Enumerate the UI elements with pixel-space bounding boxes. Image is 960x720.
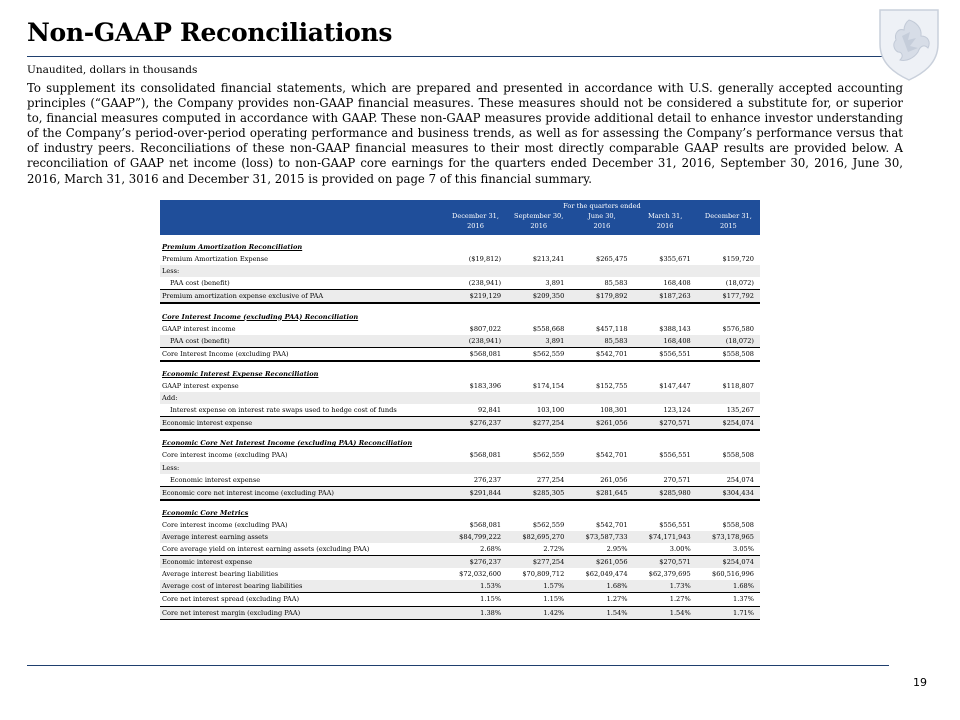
spacer-cell: [160, 361, 760, 368]
value-cell: $562,559: [507, 347, 570, 361]
section-header-row: [160, 241, 760, 253]
value-cell: 270,571: [634, 474, 697, 487]
table-row: [160, 380, 760, 392]
value-cell: $558,508: [722, 451, 754, 460]
column-header: [507, 211, 570, 235]
table-row: [160, 531, 760, 543]
spacer-cell: [160, 500, 760, 507]
row-label: Core net interest margin (excluding PAA): [160, 606, 444, 619]
row-label: Economic interest expense: [160, 556, 444, 569]
value-cell: $562,559: [532, 520, 565, 529]
value-cell: $219,129: [444, 290, 507, 304]
table-row: [160, 462, 760, 474]
value-cell: $74,171,943: [634, 531, 697, 543]
value-cell: 1.57%: [507, 580, 570, 593]
value-cell: 3,891: [507, 277, 570, 290]
value-cell: 277,254: [507, 474, 570, 487]
value-cell: 92,841: [444, 404, 507, 417]
value-cell: $84,799,222: [444, 531, 507, 543]
total-row: [160, 486, 760, 500]
row-label: Add:: [160, 392, 444, 404]
row-label: Interest expense on interest rate swaps used to hedge cost of funds: [160, 404, 444, 417]
row-label: PAA cost (benefit): [160, 335, 444, 348]
value-cell: 254,074: [697, 474, 760, 487]
value-cell: 123,124: [634, 404, 697, 417]
row-label: Economic interest expense: [160, 417, 444, 431]
value-cell: [444, 265, 507, 277]
value-cell: 2.72%: [507, 543, 570, 556]
section-title: Economic Core Net Interest Income (excluding PAA) Reconciliation: [162, 439, 413, 448]
value-cell: [570, 462, 633, 474]
title-divider: [27, 56, 883, 57]
row-label: Average cost of interest bearing liabilities: [160, 580, 444, 593]
value-cell: 1.71%: [697, 606, 760, 619]
table-row: [160, 606, 760, 619]
value-cell: $277,254: [507, 417, 570, 431]
value-cell: 1.27%: [634, 593, 697, 606]
value-cell: $576,580: [722, 324, 754, 333]
intro-paragraph: To supplement its consolidated financial statements, which are prepared and presented in accordance with U.S. generally accepted accounting principles (“GAAP”), the Company provides non-GAAP financial measures. These measures should not be considered a substitute for, or superior to, financial measures computed in accordance with GAAP. These non-GAAP measures provide additional detail to enhance investor understanding of the Company’s period-over-period operating performance and business trends, as well as for assessing the Company’s performance versus that of industry peers. Reconciliations of these non-GAAP financial measures to their most directly comparable GAAP results are provided below. A reconciliation of GAAP net income (loss) to non-GAAP core earnings for the quarters ended December 31, 2016, September 30, 2016, June 30, 2016, March 31, 3016 and December 31, 2015 is provided on page 7 of this financial summary.: [27, 81, 903, 186]
value-cell: $213,241: [532, 255, 565, 264]
header-group-label: For the quarters ended: [444, 200, 760, 211]
value-cell: $285,305: [507, 486, 570, 500]
row-label: Core interest income (excluding PAA): [162, 520, 288, 529]
spacer-row: [160, 361, 760, 368]
value-cell: $174,154: [532, 381, 565, 390]
value-cell: 261,056: [570, 474, 633, 487]
value-cell: [634, 392, 697, 404]
value-cell: 3,891: [507, 335, 570, 348]
value-cell: $183,396: [469, 381, 502, 390]
value-cell: 276,237: [444, 474, 507, 487]
value-cell: $568,081: [469, 520, 502, 529]
value-cell: ($19,812): [468, 255, 502, 264]
value-cell: 103,100: [507, 404, 570, 417]
value-cell: $118,807: [722, 381, 754, 390]
value-cell: $556,551: [659, 451, 691, 460]
value-cell: $72,032,600: [459, 570, 502, 579]
spacer-row: [160, 430, 760, 437]
value-cell: 168,408: [634, 335, 697, 348]
row-label: Less:: [160, 462, 444, 474]
value-cell: $152,755: [596, 381, 628, 390]
table-row: [160, 253, 760, 265]
total-row: [160, 290, 760, 304]
value-cell: 85,583: [570, 277, 633, 290]
value-cell: 1.42%: [507, 606, 570, 619]
column-header-year: 2016: [467, 222, 484, 230]
row-label: Average interest earning assets: [160, 531, 444, 543]
value-cell: $558,668: [532, 324, 565, 333]
table-row: [160, 335, 760, 348]
value-cell: 3.05%: [697, 543, 760, 556]
value-cell: 1.53%: [444, 580, 507, 593]
value-cell: $62,379,695: [648, 570, 691, 579]
column-header-year: 2016: [530, 222, 548, 230]
spacer-row: [160, 500, 760, 507]
table-row: [160, 474, 760, 487]
table-row: [160, 556, 760, 569]
value-cell: (18,072): [697, 335, 760, 348]
value-cell: $261,056: [570, 417, 633, 431]
table-row: [160, 519, 760, 531]
value-cell: $261,056: [570, 556, 633, 569]
column-header: [697, 211, 760, 235]
column-header-year: 2015: [719, 222, 737, 230]
column-header-period: December 31,: [452, 212, 499, 220]
value-cell: $82,695,270: [507, 531, 570, 543]
section-header-row: [160, 368, 760, 380]
spacer-cell: [160, 430, 760, 437]
value-cell: 135,267: [697, 404, 760, 417]
column-header-period: December 31,: [704, 212, 752, 220]
value-cell: (238,941): [444, 277, 507, 290]
value-cell: 168,408: [634, 277, 697, 290]
column-header-period: September 30,: [514, 212, 564, 220]
header-label-blank: [160, 211, 444, 235]
value-cell: [444, 462, 507, 474]
value-cell: [570, 265, 633, 277]
table-row: [160, 449, 760, 461]
footer-divider: [27, 665, 889, 666]
spacer-cell: [160, 303, 760, 310]
column-header-year: 2016: [593, 222, 611, 230]
units-note: Unaudited, dollars in thousands: [27, 64, 198, 76]
column-header-year: 2016: [656, 222, 674, 230]
value-cell: $291,844: [444, 486, 507, 500]
total-row: [160, 347, 760, 361]
value-cell: $73,587,733: [570, 531, 633, 543]
value-cell: $254,074: [697, 417, 760, 431]
table-row: [160, 543, 760, 556]
value-cell: $457,118: [596, 324, 628, 333]
table-header: [160, 200, 760, 235]
section-title: Economic Core Metrics: [162, 508, 249, 517]
row-label: GAAP interest income: [162, 324, 236, 333]
value-cell: $147,447: [659, 381, 691, 390]
value-cell: [507, 265, 570, 277]
value-cell: [634, 462, 697, 474]
value-cell: 1.54%: [634, 606, 697, 619]
value-cell: $265,475: [596, 255, 628, 264]
page-number: 19: [913, 676, 927, 689]
row-label: Economic interest expense: [160, 474, 444, 487]
row-label: Core net interest spread (excluding PAA): [160, 593, 444, 606]
column-header-period: June 30,: [588, 212, 616, 220]
header-blank: [160, 200, 444, 211]
value-cell: 1.37%: [697, 593, 760, 606]
section-header-row: [160, 437, 760, 449]
griffin-shield-icon: [876, 6, 942, 82]
value-cell: 1.68%: [697, 580, 760, 593]
section-header-row: [160, 310, 760, 322]
value-cell: $209,350: [507, 290, 570, 304]
value-cell: $159,720: [722, 255, 754, 264]
value-cell: $270,571: [634, 417, 697, 431]
row-label: Average interest bearing liabilities: [162, 570, 279, 579]
value-cell: 85,583: [570, 335, 633, 348]
value-cell: 2.68%: [444, 543, 507, 556]
value-cell: $60,516,996: [712, 570, 754, 579]
value-cell: 1.68%: [570, 580, 633, 593]
value-cell: $556,551: [634, 347, 697, 361]
value-cell: $568,081: [469, 451, 502, 460]
table-row: [160, 568, 760, 580]
value-cell: 1.54%: [570, 606, 633, 619]
value-cell: $388,143: [659, 324, 691, 333]
value-cell: $276,237: [444, 556, 507, 569]
column-header-period: March 31,: [647, 212, 683, 220]
value-cell: $281,645: [570, 486, 633, 500]
value-cell: 1.73%: [634, 580, 697, 593]
row-label: Core average yield on interest earning assets (excluding PAA): [160, 543, 444, 556]
value-cell: $568,081: [444, 347, 507, 361]
table-row: [160, 277, 760, 290]
row-label: Core interest income (excluding PAA): [162, 451, 288, 460]
value-cell: [507, 462, 570, 474]
total-row: [160, 417, 760, 431]
value-cell: $807,022: [469, 324, 502, 333]
value-cell: $562,559: [532, 451, 565, 460]
reconciliation-table: [160, 200, 760, 620]
value-cell: $285,980: [634, 486, 697, 500]
row-label: Less:: [160, 265, 444, 277]
value-cell: $542,701: [596, 520, 628, 529]
value-cell: (238,941): [444, 335, 507, 348]
reconciliation-table-container: [160, 200, 760, 620]
value-cell: $73,178,965: [697, 531, 760, 543]
value-cell: 1.38%: [444, 606, 507, 619]
value-cell: [697, 265, 760, 277]
value-cell: 108,301: [570, 404, 633, 417]
section-title: Economic Interest Expense Reconciliation: [162, 369, 319, 378]
value-cell: $542,701: [570, 347, 633, 361]
column-header: [634, 211, 697, 235]
value-cell: $558,508: [697, 347, 760, 361]
row-label: PAA cost (benefit): [160, 277, 444, 290]
section-title: Core Interest Income (excluding PAA) Reconciliation: [162, 312, 359, 321]
value-cell: $254,074: [697, 556, 760, 569]
value-cell: $304,434: [697, 486, 760, 500]
value-cell: 1.15%: [507, 593, 570, 606]
value-cell: 2.95%: [570, 543, 633, 556]
row-label: Economic core net interest income (excluding PAA): [160, 486, 444, 500]
value-cell: 1.27%: [570, 593, 633, 606]
value-cell: $277,254: [507, 556, 570, 569]
value-cell: $70,809,712: [522, 570, 565, 579]
value-cell: $556,551: [659, 520, 691, 529]
value-cell: $558,508: [722, 520, 754, 529]
value-cell: [444, 392, 507, 404]
value-cell: [697, 392, 760, 404]
row-label: GAAP interest expense: [162, 381, 239, 390]
column-header: [570, 211, 633, 235]
table-body: [160, 235, 760, 619]
value-cell: $355,671: [659, 255, 691, 264]
spacer-row: [160, 303, 760, 310]
table-row: [160, 323, 760, 335]
value-cell: 1.15%: [444, 593, 507, 606]
value-cell: [570, 392, 633, 404]
page-title: Non-GAAP Reconciliations: [27, 18, 393, 47]
table-row: [160, 593, 760, 606]
value-cell: $187,263: [634, 290, 697, 304]
value-cell: $270,571: [634, 556, 697, 569]
section-title: Premium Amortization Reconciliation: [162, 243, 303, 252]
value-cell: $62,049,474: [585, 570, 628, 579]
value-cell: $179,892: [570, 290, 633, 304]
value-cell: [634, 265, 697, 277]
value-cell: (18,072): [697, 277, 760, 290]
table-row: [160, 580, 760, 593]
row-label: Premium Amortization Expense: [162, 255, 269, 264]
value-cell: [697, 462, 760, 474]
table-row: [160, 404, 760, 417]
column-header: [444, 211, 507, 235]
value-cell: $276,237: [444, 417, 507, 431]
row-label: Core Interest Income (excluding PAA): [160, 347, 444, 361]
table-row: [160, 392, 760, 404]
value-cell: $542,701: [596, 451, 628, 460]
value-cell: 3.00%: [634, 543, 697, 556]
value-cell: $177,792: [697, 290, 760, 304]
value-cell: [507, 392, 570, 404]
section-header-row: [160, 507, 760, 519]
row-label: Premium amortization expense exclusive of PAA: [160, 290, 444, 304]
table-row: [160, 265, 760, 277]
